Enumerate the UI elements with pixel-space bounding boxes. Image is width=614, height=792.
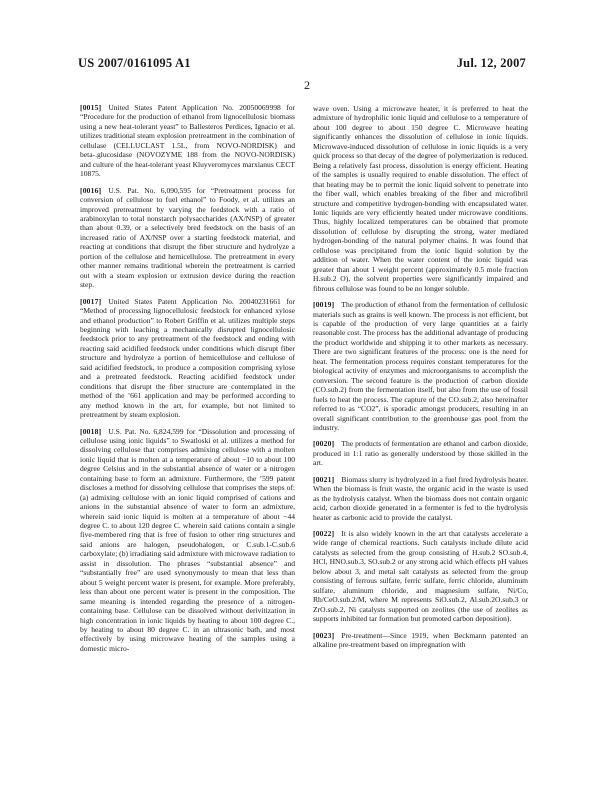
paragraph-number: [0020] — [313, 439, 335, 449]
paragraph-number: [0022] — [313, 529, 335, 539]
paragraph-text: It is also widely known in the art that catalysts accelerate a wide range of chemical reactions. Such catalysts include dilute acid catalysts as selected from the group consisting of H.sub.2 SO.sub.4, HCl, HNO.sub.3, SO.sub.2 or any strong acid which effects pH values below about 3, and metal salt catalysts as selected from the group consisting of ferrous sulfate, ferric sulfate, ferric chloride, aluminum sulfate, aluminum chloride, and magnesium sulfate, Ni/Co, Rh/CeO.sub.2/M, where M represents SiO.sub.2, Al.sub.2O.sub.3 or ZrO.sub.2, Ni catalysts supported on zeolites (the use of zeolites as supports inhibited tar formation but promoted carbon deposition). — [313, 529, 528, 624]
paragraph-text: U.S. Pat. No. 6,824,599 for “Dissolution and processing of cellulose using ionic liquids” to Swatloski et al. utilizes a method for dissolving cellulose that comprises admixing cellulose with a molten ionic liquid that is molten at a temperature of about −10 to about 100 degree Celsius and in the substantial absence of water or a nitrogen containing base to form an admixture. Furthermore, the ’599 patent discloses a method for dissolving cellulose that comprises the steps of: (a) admixing cellulose with an ionic liquid comprised of cations and anions in the substantial absence of water to form an admixture, wherein said ionic liquid is molten at a temperature of about −44 degree C. to about 120 degree C. wherein said cations contain a single five-membered ring that is free of fusion to other ring structures and said anions are halogen, pseudohalogen, or C.sub.1-C.sub.6 carboxylate; (b) irradiating said admixture with microwave radiation to assist in dissolution. The phrases “substantial absence” and “substantially free” are used synonymously to mean that less than about 5 weight percent water is present, for example. More preferably, less than about one percent water is present in the composition. The same meaning is intended regarding the presence of a nitrogen-containing base. Cellulose can be dissolved without derivitization in high concentration in ionic liquids by heating to about 100 degree C., by heating to about 80 degree C. in an ultrasonic bath, and most effectively by using microwave heating of the samples using a domestic micro- — [80, 426, 295, 653]
paragraph-continued — [313, 104, 528, 293]
paragraph-0021 — [313, 475, 528, 522]
paragraph-text: The production of ethanol from the fermentation of cellulosic materials such as grains is well known. The process is not efficient, but is capable of the production of very large quantities at a fairly reasonable cost. The process has the additional advantage of producing the product worldwide and shipping it to other markets as necessary. There are two significant features of the process: one is the need for heat. The fermentation process requires constant temperatures for the biological activity of enzymes and microorganisms to accomplish the conversion. The second feature is the production of carbon dioxide (CO.sub.2) from the fermentation itself, but also from the use of fossil fuels to heat the process. The capture of the CO.sub.2, also hereinafter referred to as “CO2”, is sporadic amongst producers, resulting in an overall significant contribution to the greenhouse gas pool from the industry. — [313, 300, 528, 432]
page-header — [78, 56, 526, 72]
paragraph-number: [0023] — [313, 630, 335, 640]
paragraph-0016 — [80, 186, 295, 290]
right-column — [313, 104, 528, 744]
paragraph-text: wave oven. Using a microwave heater, it is preferred to heat the admixture of hydrophilic ionic liquid and cellulose to a temperature of about 100 degree to about 150 degree C. Microwave heating significantly enhances the dissolution of cellulose in ionic liquids. Microwave-induced dissolution of cellulose in ionic liquids is a very quick process so that decay of the degree of polymerization is reduced. Being a relatively fast process, dissolution is energy efficient. Heating of the samples is usually required to enable dissolution. The effect of that heating may be to permit the ionic liquid solvent to penetrate into the fiber wall, which enables breaking of the fiber and microfibril structure and competitive hydrogen-bonding with encapsulated water. Ionic liquids are very efficiently heated under microwave conditions. Thus, highly localized temperatures can be obtained that promote dissolution of cellulose by disrupting the strong, water mediated hydrogen-bonding of the natural polymer chains. It was found that cellulose was precipitated from the ionic liquid solution by the addition of water. When the water content of the ionic liquid was greater than about 1 weight percent (approximately 0.5 mole fraction H.sub.2 O), the solvent properties were significantly impaired and fibrous cellulose was found to be no longer soluble. — [313, 104, 528, 293]
paragraph-0015 — [80, 103, 295, 179]
paragraph-number: [0018] — [80, 426, 102, 436]
paragraph-text: The products of fermentation are ethanol and carbon dioxide, produced in 1:1 ratio as generally understood by those skilled in the art. — [313, 439, 528, 468]
paragraph-0019 — [313, 300, 528, 432]
paragraph-0020 — [313, 439, 528, 467]
page-number: 2 — [304, 78, 310, 92]
paragraph-text: U.S. Pat. No. 6,090,595 for “Pretreatment process for conversion of cellulose to fuel ethanol” to Foody, et al. utilizes an improved pretreatment by varying the feedstock with a ratio of arabinoxylan to total nonstarch polysaccharides (AX/NSP) of greater than about 0.39, or a selectively bred feedstock on the basis of an increased ratio of AX/NSP over a starting feedstock material, and reacting at conditions that disrupt the fiber structure and hydrolyze a portion of the cellulose and hemicellulose. The pretreatment in every other manner remains traditional wherein the pretreatment is carried out with a steam explosion or extrusion device during the reaction step. — [80, 185, 295, 290]
paragraph-number: [0015] — [80, 103, 102, 112]
paragraph-number: [0021] — [313, 474, 335, 484]
paragraph-number: [0019] — [313, 300, 335, 310]
paragraph-text: United States Patent Application No. 20050069998 for “Procedure for the production of ethanol from lignocellulosic biomass using a new heat-tolerant yeast” to Ballesteros Perdices, Ignacio et al. utilizes traditional steam explosion pretreatment in the combination of cellulase (CELLUCLAST 1.5L, from NOVO-NORDISK) and beta-.glucosidase (NOVOZYME 188 from the NOVO-NORDISK) and culture of the heat-tolerant yeast Kluyveromyces marxianus CECT 10875. — [80, 103, 295, 179]
paragraph-number: [0016] — [80, 185, 102, 195]
paragraph-0018 — [80, 427, 295, 654]
paragraph-0022 — [313, 529, 528, 624]
paragraph-text: United States Patent Application No. 20040231661 for “Method of processing lignocellulosic feedstock for enhanced xylose and ethanol production” to Robert Griffin et al. utilizes multiple steps beginning with leaching a mechanically disrupted lignocellulosic feedstock prior to any pretreatment of the feedstock and ending with reacting said acidified feedstock under conditions which disrupt fiber structure and hydrolyze a portion of hemicellulose and cellulose of said acidified feedstock, to produce a composition comprising xylose and a pretreated feedstock. Reacting acidified feedstock under conditions that disrupt the fiber structure are contemplated in the method of the ’661 application and may be performed according to any method known in the art, for example, but not limited to pretreatment by steam explosion. — [80, 296, 295, 420]
paragraph-text: Biomass slurry is hydrolyzed in a fuel fired hydrolysis heater. When the biomass is fruit waste, the organic acid in the waste is used as the hydrolysis catalyst. When the biomass does not contain organic acid, carbon dioxide generated in a fermenter is fed to the hydrolysis heater as carbonic acid to provide the catalyst. — [313, 474, 528, 522]
paragraph-0017 — [80, 297, 295, 420]
paragraph-text: Pre-treatment—Since 1919, when Beckmann patented an alkaline pre-treatment based on impregnation with — [313, 630, 528, 650]
publication-number: US 2007/0161095 A1 — [78, 56, 191, 70]
left-column — [80, 103, 295, 743]
paragraph-number: [0017] — [80, 296, 102, 306]
publication-date: Jul. 12, 2007 — [456, 56, 526, 70]
paragraph-0023 — [313, 631, 528, 650]
